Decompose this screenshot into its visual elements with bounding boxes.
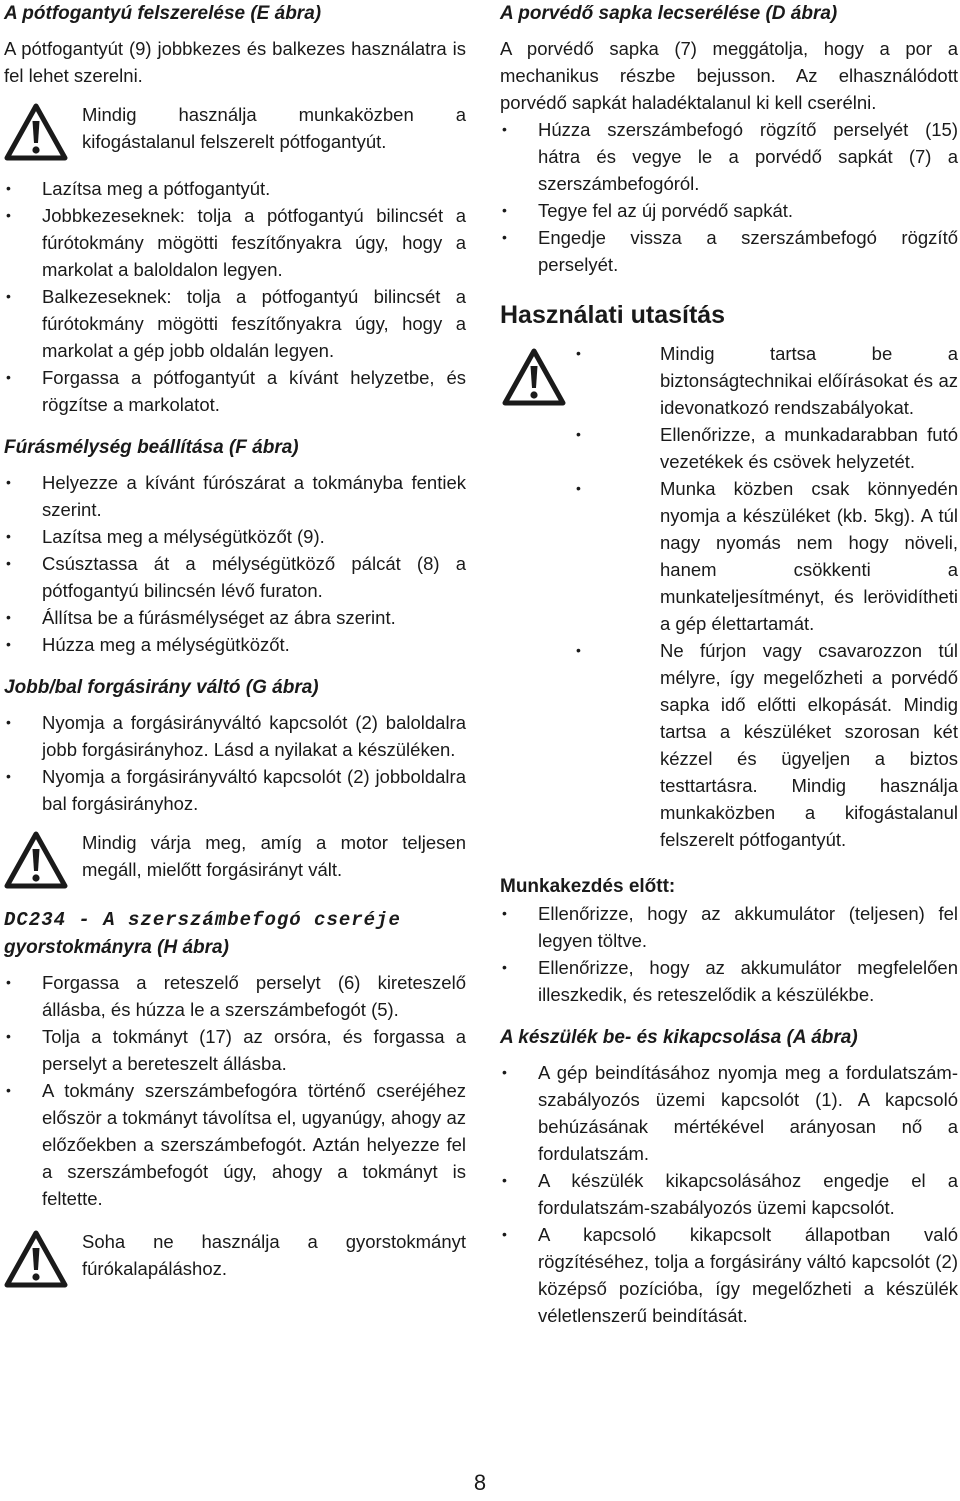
auxiliary-handle-steps — [4, 175, 466, 418]
warning-triangle-icon — [4, 1230, 68, 1288]
section-title-auxiliary-handle: A pótfogantyú felszerelése (E ábra) — [4, 3, 322, 24]
list-item: • Jobbkezeseknek: tolja a pótfogantyú bilincsét a fúrótokmány mögötti feszítőnyakra úgy, hogy a markolat a baloldalon legyen. — [4, 202, 466, 283]
list-item: • A tokmány szerszámbefogóra történő cseréjéhez először a tokmányt távolítsa el, ugyanúgy, ahogy az előzőekben a szerszámbefogót. Aztán helyezze fel a szerszámbefogót úgy, ahogy a tokmányt is feltette. — [4, 1077, 466, 1212]
list-item: • Ellenőrizze, hogy az akkumulátor megfelelően illeszkedik, és reteszelődik a készülékbe. — [500, 954, 958, 1008]
list-item: • Állítsa be a fúrásmélységet az ábra szerint. — [4, 604, 466, 631]
list-item: • Tegye fel az új porvédő sapkát. — [500, 197, 958, 224]
dust-cap-steps — [500, 116, 958, 278]
direction-switch-steps — [4, 709, 466, 817]
list-item: • Nyomja a forgásirányváltó kapcsolót (2) jobboldalra bal forgásirányhoz. — [4, 763, 466, 817]
warning-chuck — [4, 1228, 466, 1290]
list-item: • Balkezeseknek: tolja a pótfogantyú bilincsét a fúrótokmány mögötti feszítőnyakra úgy, hogy a markolat a gép jobb oldalán legyen. — [4, 283, 466, 364]
list-item: • Húzza meg a mélységütközőt. — [4, 631, 466, 658]
left-column — [4, 0, 466, 1290]
warning-triangle-icon — [4, 831, 68, 889]
list-item: • A kapcsoló kikapcsolt állapotban való rögzítéséhez, tolja a forgásirány váltó kapcsolót (2) középső pozícióba, így megelőzheti a készülék véletlenszerű beindítását. — [500, 1221, 958, 1329]
list-item: • Tolja a tokmányt (17) az orsóra, és forgassa a perselyt a bereteszelt állásba. — [4, 1023, 466, 1077]
list-item: • Nyomja a forgásirányváltó kapcsolót (2) baloldalra jobb forgásirányhoz. Lásd a nyilakat a készüléken. — [4, 709, 466, 763]
page-number: 8 — [473, 1470, 487, 1495]
right-column — [500, 0, 958, 1329]
dust-cap-intro: A porvédő sapka (7) meggátolja, hogy a por a mechanikus részbe bejusson. Az elhasználódott porvédő sapkát haladéktalanul ki kell cserélni. — [500, 38, 958, 113]
before-work-list — [500, 900, 958, 1008]
auxiliary-handle-intro: A pótfogantyút (9) jobbkezes és balkezes használatra is fel lehet szerelni. — [4, 38, 466, 86]
warning-triangle-icon — [4, 103, 68, 161]
list-item: • Csúsztassa át a mélységütköző pálcát (8) a pótfogantyú bilincsén lévő furaton. — [4, 550, 466, 604]
warning-text: Mindig várja meg, amíg a motor teljesen megáll, mielőtt forgásirányt vált. — [82, 832, 466, 880]
section-title-before-work: Munkakezdés előtt: — [500, 876, 676, 897]
section-title-drilling-depth: Fúrásmélység beállítása (F ábra) — [4, 437, 299, 458]
section-title-chuck-change-line2: gyorstokmányra (H ábra) — [4, 937, 229, 958]
section-title-dust-cap: A porvédő sapka lecserélése (D ábra) — [500, 3, 838, 24]
warning-triangle-icon — [502, 348, 566, 406]
section-title-instructions: Használati utasítás — [500, 301, 726, 329]
list-item: • Munka közben csak könnyedén nyomja a készüléket (kb. 5kg). A túl nagy nyomás nem hogy növeli, hanem csökkenti a munkateljesítményt, és lerövidítheti a gép élettartamát. — [618, 475, 958, 637]
warning-handle — [4, 101, 466, 163]
instructions-list — [618, 340, 958, 853]
warning-text: Soha ne használja a gyorstokmányt fúrókalapáláshoz. — [82, 1231, 466, 1279]
list-item: • Forgassa a pótfogantyút a kívánt helyzetbe, és rögzítse a markolatot. — [4, 364, 466, 418]
list-item: • Ellenőrizze, a munkadarabban futó vezetékek és csövek helyzetét. — [618, 421, 958, 475]
instructions-warning-block — [500, 340, 958, 853]
section-title-chuck-change: DC234 - A szerszámbefogó cseréje — [4, 909, 401, 931]
list-item: • Forgassa a reteszelő perselyt (6) kireteszelő állásba, és húzza le a szerszámbefogót (5). — [4, 969, 466, 1023]
list-item: • Mindig tartsa be a biztonságtechnikai előírásokat és az idevonatkozó rendszabályokat. — [618, 340, 958, 421]
warning-direction — [4, 829, 466, 891]
chuck-change-steps — [4, 969, 466, 1212]
list-item: • Helyezze a kívánt fúrószárat a tokmányba fentiek szerint. — [4, 469, 466, 523]
list-item: • Ellenőrizze, hogy az akkumulátor (teljesen) fel legyen töltve. — [500, 900, 958, 954]
list-item: • Lazítsa meg a pótfogantyút. — [4, 175, 466, 202]
section-title-switching: A készülék be- és kikapcsolása (A ábra) — [500, 1027, 858, 1048]
list-item: • A készülék kikapcsolásához engedje el a fordulatszám-szabályozós üzemi kapcsolót. — [500, 1167, 958, 1221]
switching-list — [500, 1059, 958, 1329]
warning-text: Mindig használja munkaközben a kifogástalanul felszerelt pótfogantyút. — [82, 104, 466, 152]
drilling-depth-steps — [4, 469, 466, 658]
list-item: • Engedje vissza a szerszámbefogó rögzítő perselyét. — [500, 224, 958, 278]
list-item: • Húzza szerszámbefogó rögzítő perselyét (15) hátra és vegye le a porvédő sapkát (7) a szerszámbefogóról. — [500, 116, 958, 197]
section-title-direction-switch: Jobb/bal forgásirány váltó (G ábra) — [4, 677, 319, 698]
list-item: • Lazítsa meg a mélységütközőt (9). — [4, 523, 466, 550]
list-item: • A gép beindításához nyomja meg a fordulatszám-szabályozós üzemi kapcsolót (1). A kapcsoló behúzásának mértékével arányosan nő a fordulatszám. — [500, 1059, 958, 1167]
list-item: • Ne fúrjon vagy csavarozzon túl mélyre, így megelőzheti a porvédő sapka idő előtti elkopását. Mindig tartsa a készüléket szorosan két kézzel és ügyeljen a biztos testtartásra. Mindig használja munkaközben a kifogástalanul felszerelt pótfogantyút. — [618, 637, 958, 853]
